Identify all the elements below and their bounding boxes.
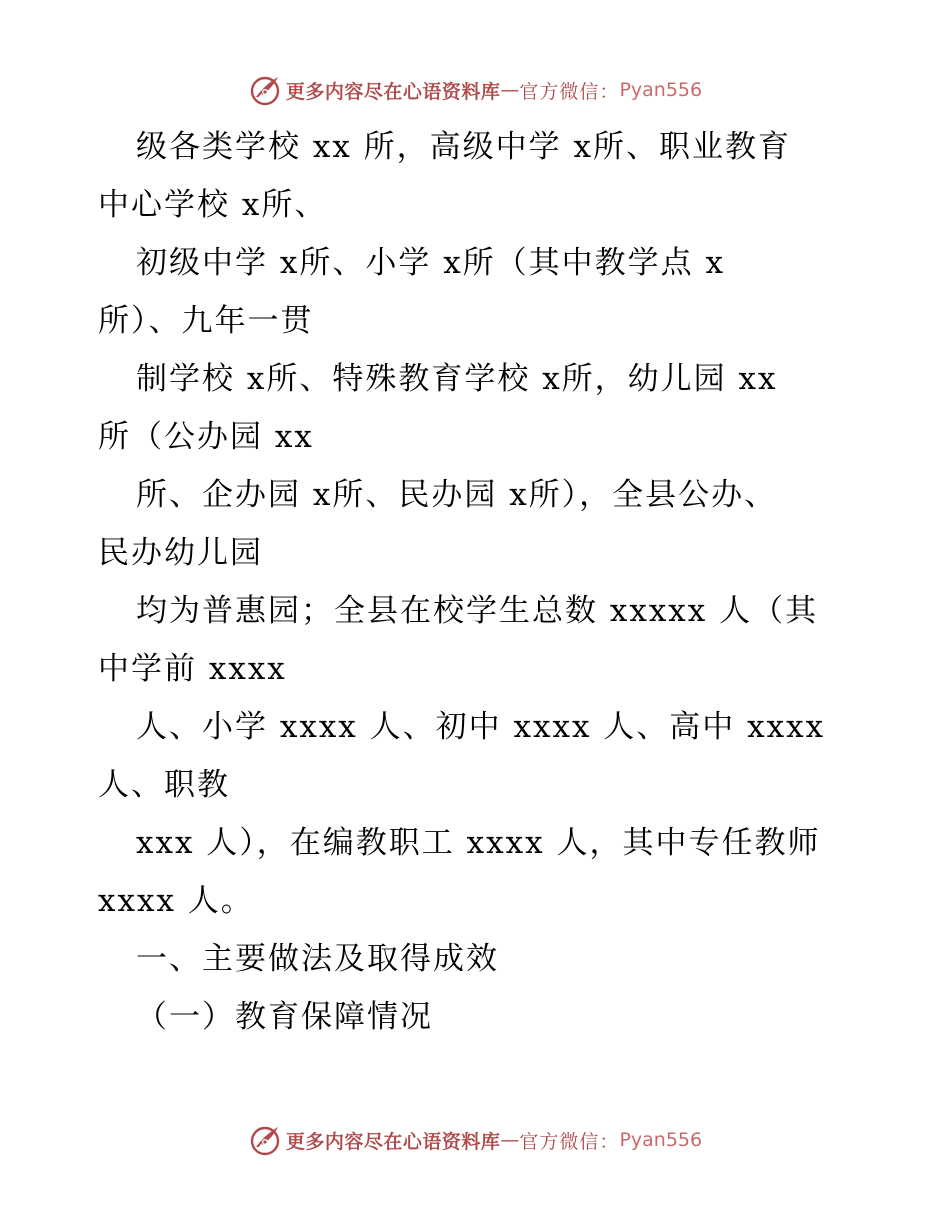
watermark-wechat-label: 官方微信：	[519, 1130, 620, 1153]
watermark-prefix: 更多内容尽在心语资料库	[285, 80, 501, 103]
body-line: 人、职教	[98, 767, 230, 803]
body-line: 中学前 xxxx	[98, 651, 287, 687]
body-line: xxx 人），在编教职工 xxxx 人，其中专任教师	[136, 825, 821, 861]
body-line: 均为普惠园；全县在校学生总数 xxxxx 人（其	[136, 593, 819, 629]
watermark-dash: —	[500, 1129, 520, 1151]
body-line: 人、小学 xxxx 人、初中 xxxx 人、高中 xxxx	[136, 709, 826, 745]
quill-pen-logo-icon	[248, 1123, 282, 1157]
watermark-prefix: 更多内容尽在心语资料库	[285, 1130, 501, 1153]
body-line: 制学校 x所、特殊教育学校 x所，幼儿园 xx	[136, 361, 778, 397]
watermark-wechat-id: Pyan556	[619, 79, 703, 101]
body-line: 所（公办园 xx	[98, 419, 314, 455]
watermark-wechat-id: Pyan556	[619, 1129, 703, 1151]
subsection-heading: （一）教育保障情况	[136, 999, 433, 1035]
body-line: 中心学校 x所、	[98, 187, 328, 223]
body-line: 民办幼儿园	[98, 535, 263, 571]
body-line: 级各类学校 xx 所，高级中学 x所、职业教育	[136, 129, 792, 165]
watermark-dash: —	[500, 79, 520, 101]
body-line: 所）、九年一贯	[98, 303, 314, 339]
body-line: xxxx 人。	[98, 883, 254, 919]
body-line: 初级中学 x所、小学 x所（其中教学点 x	[136, 245, 726, 281]
body-line: 所、企办园 x所、民办园 x所），全县公办、	[136, 477, 778, 513]
section-heading: 一、主要做法及取得成效	[136, 941, 499, 977]
watermark-wechat-label: 官方微信：	[519, 80, 620, 103]
watermark-banner-bottom	[0, 1120, 950, 1160]
